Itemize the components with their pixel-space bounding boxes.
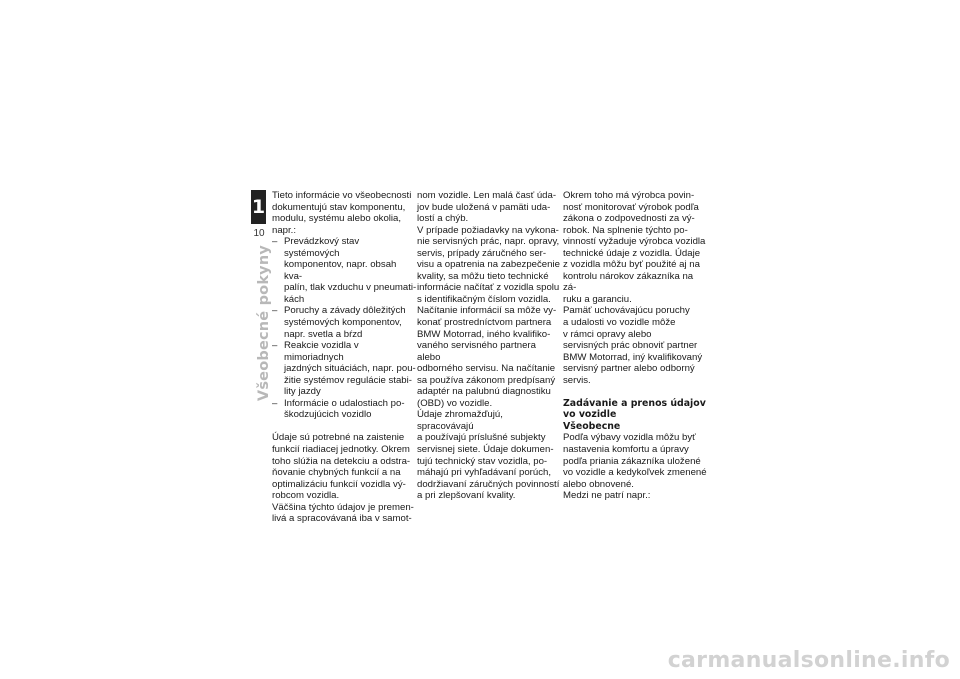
text-line: technické údaje z vozidla. Údaje: [563, 247, 701, 259]
text-line: servisných prác obnoviť partner: [563, 340, 698, 352]
text-line: odborného servisu. Na načítanie: [417, 363, 556, 375]
text-line: a pri zlepšovaní kvality.: [417, 490, 516, 502]
text-line: nom vozidle. Len malá časť úda-: [417, 190, 557, 201]
text-line: Podľa výbavy vozidla môžu byť: [563, 432, 696, 444]
text-line: BMW Motorrad, iný kvalifikovaný: [563, 351, 703, 363]
text-line: konať prostredníctvom partnera: [417, 317, 552, 329]
text-line: Reakcie vozidla v mimoriadnych: [284, 340, 359, 363]
text-line: Poruchy a závady dôležitých: [284, 305, 406, 317]
text-line: žitie systémov regulácie stabi-: [284, 374, 412, 386]
text-line: máhajú pri vyhľadávaní porúch,: [417, 467, 551, 479]
text-line: nosť monitorovať výrobok podľa: [563, 201, 699, 213]
text-column-3: [563, 190, 708, 502]
heading-line: vo vozidle: [563, 409, 617, 421]
text-line: lity jazdy: [284, 386, 321, 398]
text-line: zákona o zodpovednosti za vý-: [563, 213, 695, 225]
text-line: škodzujúcich vozidlo: [284, 409, 372, 421]
text-line: nastavenia komfortu a úpravy: [563, 444, 689, 456]
page-number: 10: [253, 228, 265, 239]
text-line: informácie načítať z vozidla spolu: [417, 282, 560, 294]
text-line: z vozidla môžu byť použité aj na: [563, 259, 700, 271]
text-line: jov bude uložená v pamäti uda-: [417, 201, 551, 213]
text-line: vo vozidle a kedykoľvek zmenené: [563, 467, 707, 479]
body-paragraph: [272, 432, 417, 524]
watermark: carmanualsonline.info: [667, 648, 950, 673]
text-line: v rámci opravy alebo: [563, 328, 652, 340]
text-line: robcom vozidla.: [272, 490, 340, 502]
text-line: lostí a chýb.: [417, 213, 469, 225]
text-line: Väčšina týchto údajov je premen-: [272, 501, 414, 513]
text-column-1: [272, 190, 417, 525]
list-item: [272, 340, 417, 398]
text-line: Informácie o udalostiach po-: [284, 397, 405, 409]
text-line: palín, tlak vzduchu v pneumati-: [284, 282, 417, 294]
chapter-side-title-container: [256, 89, 272, 402]
text-line: Okrem toho má výrobca povin-: [563, 190, 695, 201]
text-line: a udalosti vo vozidle môže: [563, 317, 676, 329]
body-paragraph: [563, 432, 708, 501]
text-line: Údaje zhromažďujú, spracovávajú: [417, 409, 503, 432]
text-line: kontrolu nárokov zákazníka na zá-: [563, 270, 694, 294]
text-line: adaptér na palubnú diagnostiku: [417, 386, 551, 398]
text-line: podľa priania zákazníka uložené: [563, 455, 701, 467]
text-line: servis, prípady záručného ser-: [417, 247, 547, 259]
text-line: Pamäť uchovávajúcu poruchy: [563, 305, 690, 317]
text-line: napr. svetla a bŕzd: [284, 328, 363, 340]
body-paragraph: [563, 190, 708, 386]
text-line: toho slúžia na detekciu a odstra-: [272, 455, 411, 467]
text-line: robok. Na splnenie týchto po-: [563, 224, 688, 236]
text-line: a používajú príslušné subjekty: [417, 432, 546, 444]
text-line: vaného servisného partnera alebo: [417, 340, 536, 363]
text-line: sa používa zákonom predpísaný: [417, 374, 556, 386]
text-line: alebo obnovené.: [563, 478, 634, 490]
text-line: komponentov, napr. obsah kva-: [284, 259, 397, 282]
text-line: dodržiavaní záručných povinností: [417, 478, 560, 490]
intro-paragraph: [272, 190, 417, 236]
text-line: napr.:: [272, 224, 297, 236]
chapter-side-title: Všeobecné pokyny: [256, 245, 272, 402]
heading-line: Zadávanie a prenos údajov: [563, 397, 706, 409]
text-line: Prevádzkový stav systémových: [284, 236, 360, 259]
bullet-list: [272, 236, 417, 421]
text-line: ruku a garanciu.: [563, 293, 632, 305]
text-line: Načítanie informácií sa môže vy-: [417, 305, 557, 317]
subsection-heading: Všeobecne: [563, 420, 621, 432]
text-line: Tieto informácie vo všeobecnosti: [272, 190, 412, 201]
text-line: kách: [284, 293, 305, 305]
text-line: funkcií riadiacej jednotky. Okrem: [272, 444, 410, 456]
body-paragraph: [417, 190, 562, 502]
text-line: optimalizáciu funkcií vozidla vý-: [272, 478, 406, 490]
chapter-number-tab: 1: [251, 190, 266, 224]
text-line: kvality, sa môžu tieto technické: [417, 270, 549, 282]
text-line: servisný partner alebo odborný: [563, 363, 695, 375]
text-line: V prípade požiadavky na vykona-: [417, 224, 559, 236]
text-line: tujú technický stav vozidla, po-: [417, 455, 548, 467]
text-line: ňovanie chybných funkcií a na: [272, 467, 401, 479]
text-line: dokumentujú stav komponentu,: [272, 201, 406, 213]
text-line: systémových komponentov,: [284, 317, 402, 329]
list-item: [272, 398, 417, 421]
text-line: Údaje sú potrebné na zaistenie: [272, 432, 405, 444]
text-line: vinností vyžaduje výrobca vozidla: [563, 236, 706, 248]
text-line: jazdných situáciách, napr. pou-: [284, 363, 416, 375]
text-line: (OBD) vo vozidle.: [417, 397, 493, 409]
text-line: livá a spracovávaná iba v samot-: [272, 513, 412, 525]
text-line: servisnej siete. Údaje dokumen-: [417, 444, 554, 456]
paragraph-gap: [563, 386, 708, 398]
text-column-2: [417, 190, 562, 502]
section-heading: [563, 398, 708, 421]
text-line: s identifikačným číslom vozidla.: [417, 293, 551, 305]
text-line: visu a opatrenia na zabezpečenie: [417, 259, 560, 271]
text-line: servis.: [563, 374, 591, 386]
list-item: [272, 236, 417, 305]
list-item: [272, 305, 417, 340]
text-line: modulu, systému alebo okolia,: [272, 213, 402, 225]
text-line: Medzi ne patrí napr.:: [563, 490, 651, 502]
text-line: nie servisných prác, napr. opravy,: [417, 236, 560, 248]
text-line: BMW Motorrad, iného kvalifiko-: [417, 328, 551, 340]
paragraph-gap: [272, 421, 417, 433]
